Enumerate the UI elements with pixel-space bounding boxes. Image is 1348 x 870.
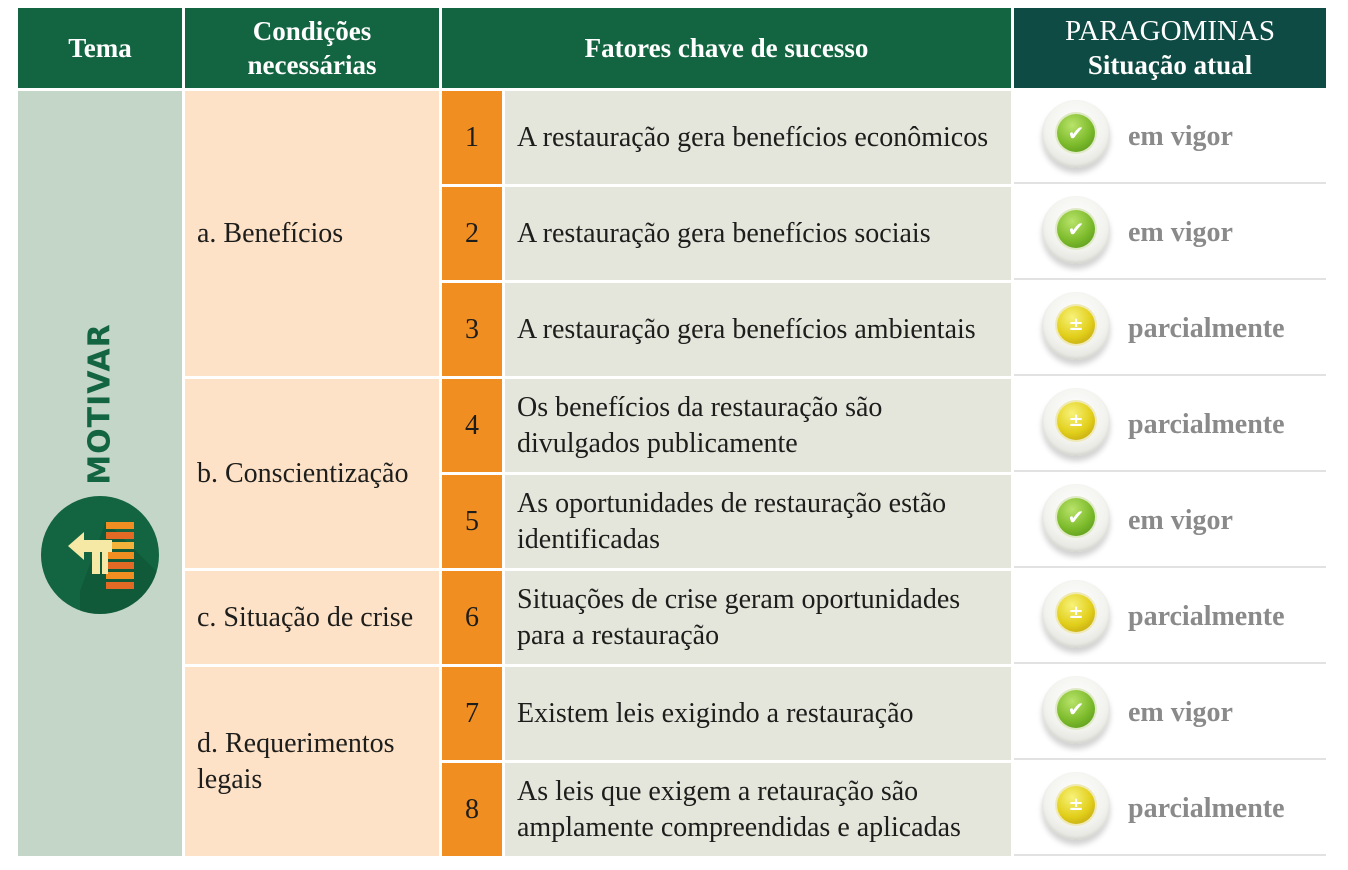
condition-label: c. Situação de crise <box>197 601 414 633</box>
header-situacao-line2: Situação atual <box>1087 50 1253 80</box>
check-icon: ✔ <box>1057 690 1095 728</box>
header-fatores <box>442 8 1011 88</box>
factor-text-value: Existem leis exigindo a restauração <box>517 697 914 729</box>
factor-number <box>442 187 502 280</box>
condition-beneficios <box>185 91 439 376</box>
condition-conscientizacao <box>185 379 439 568</box>
factor-text-value: A restauração gera benefícios econômicos <box>517 121 989 153</box>
status-badge <box>1042 100 1114 174</box>
status-badge <box>1042 676 1114 750</box>
factor-text-value: As oportunidades de restauração estão identificadas <box>517 487 947 555</box>
condition-label: a. Benefícios <box>197 217 344 249</box>
factor-number-value: 2 <box>465 217 479 249</box>
header-tema <box>18 8 182 88</box>
header-fatores-label: Fatores chave de sucesso <box>584 33 869 63</box>
plus-minus-icon: ± <box>1057 402 1095 440</box>
header-condicoes <box>185 8 439 88</box>
factor-number-value: 3 <box>465 313 479 345</box>
condition-requerimentos-legais <box>185 667 439 856</box>
factor-number <box>442 283 502 376</box>
factor-number <box>442 571 502 664</box>
condition-label: d. Requerimentos legais <box>197 727 395 795</box>
factor-number <box>442 91 502 184</box>
status-label: em vigor <box>1128 696 1233 728</box>
header-condicoes-line1: Condições <box>252 16 372 46</box>
status-cell <box>1014 763 1326 856</box>
factor-number-value: 7 <box>465 697 479 729</box>
factor-text <box>505 283 1011 376</box>
status-cell <box>1014 475 1326 568</box>
status-cell <box>1014 571 1326 664</box>
status-badge <box>1042 292 1114 366</box>
factor-number-value: 1 <box>465 121 479 153</box>
motivar-icon-svg <box>40 495 160 615</box>
status-cell <box>1014 379 1326 472</box>
factor-text <box>505 571 1011 664</box>
status-badge <box>1042 196 1114 270</box>
factor-number <box>442 667 502 760</box>
theme-label: MOTIVAR <box>82 323 118 485</box>
header-situacao <box>1014 8 1326 88</box>
plus-minus-icon: ± <box>1057 306 1095 344</box>
condition-label: b. Conscientização <box>197 457 409 489</box>
status-label: parcialmente <box>1128 408 1285 440</box>
motivar-arrow-bars-icon <box>40 495 160 615</box>
condition-situacao-de-crise <box>185 571 439 664</box>
factor-text-value: Os benefícios da restauração são divulgados publicamente <box>517 391 883 459</box>
status-label: em vigor <box>1128 120 1233 152</box>
header-condicoes-line2: necessárias <box>247 50 377 80</box>
factor-text-value: A restauração gera benefícios sociais <box>517 217 931 249</box>
factor-text <box>505 475 1011 568</box>
factor-text-value: A restauração gera benefícios ambientais <box>517 313 976 345</box>
status-label: parcialmente <box>1128 312 1285 344</box>
status-cell <box>1014 187 1326 280</box>
plus-minus-icon: ± <box>1057 594 1095 632</box>
factor-number-value: 8 <box>465 793 479 825</box>
factor-text <box>505 187 1011 280</box>
factor-number <box>442 763 502 856</box>
factor-number-value: 4 <box>465 409 479 441</box>
status-badge <box>1042 388 1114 462</box>
status-label: parcialmente <box>1128 600 1285 632</box>
factor-text-value: Situações de crise geram oportunidades para a restauração <box>517 583 961 651</box>
status-badge <box>1042 772 1114 846</box>
status-label: em vigor <box>1128 504 1233 536</box>
check-icon: ✔ <box>1057 114 1095 152</box>
header-tema-label: Tema <box>68 33 132 63</box>
factor-number <box>442 379 502 472</box>
factor-number-value: 5 <box>465 505 479 537</box>
factor-text <box>505 763 1011 856</box>
status-badge <box>1042 580 1114 654</box>
status-cell <box>1014 91 1326 184</box>
factor-number <box>442 475 502 568</box>
status-label: em vigor <box>1128 216 1233 248</box>
check-icon: ✔ <box>1057 210 1095 248</box>
factor-number-value: 6 <box>465 601 479 633</box>
factor-text <box>505 379 1011 472</box>
status-cell <box>1014 667 1326 760</box>
factor-text <box>505 667 1011 760</box>
status-cell <box>1014 283 1326 376</box>
plus-minus-icon: ± <box>1057 786 1095 824</box>
status-label: parcialmente <box>1128 792 1285 824</box>
status-badge <box>1042 484 1114 558</box>
factor-text <box>505 91 1011 184</box>
factor-text-value: As leis que exigem a retauração são amplamente compreendidas e aplicadas <box>517 775 961 843</box>
header-situacao-line1: PARAGOMINAS <box>1064 15 1276 47</box>
check-icon: ✔ <box>1057 498 1095 536</box>
